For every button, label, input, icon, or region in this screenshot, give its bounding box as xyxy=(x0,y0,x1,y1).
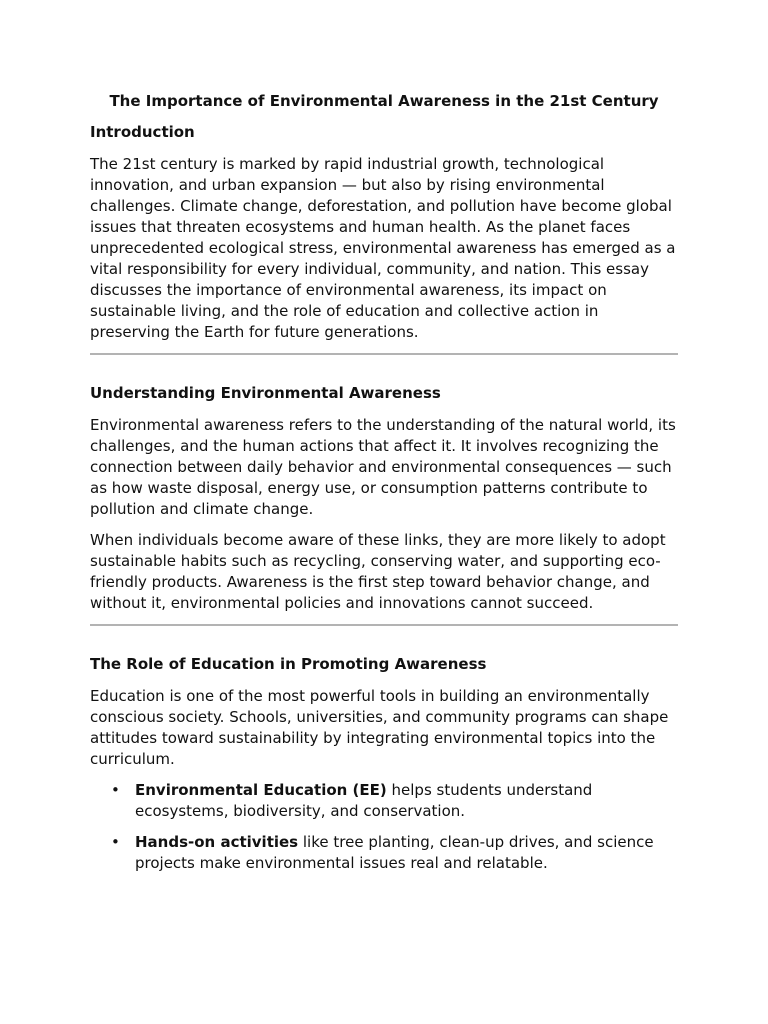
bullet-text: helps students understand ecosystems, biodiversity, and conservation. xyxy=(135,781,593,820)
section-understanding xyxy=(90,383,678,614)
section-divider xyxy=(90,353,678,355)
list-item xyxy=(90,780,678,822)
understanding-paragraph-2: When individuals become aware of these links, they are more likely to adopt sustainable habits such as recycling, conserving water, and supporting eco-friendly products. Awareness is the first step toward behavior change, and without it, environmental policies and innovations cannot succeed. xyxy=(90,531,666,612)
list-item xyxy=(90,832,678,874)
understanding-paragraph-1: Environmental awareness refers to the understanding of the natural world, its challenges, and the human actions that affect it. It involves recognizing the connection between daily behavior and environmental consequences — such as how waste disposal, energy use, or consumption patterns contribute to pollution and climate change. xyxy=(90,416,676,518)
section-introduction xyxy=(90,122,678,343)
bullet-icon: • xyxy=(111,833,120,851)
bullet-text: like tree planting, clean-up drives, and science projects make environmental issues real and relatable. xyxy=(135,833,654,872)
bullet-term: Environmental Education (EE) xyxy=(135,781,387,799)
section-divider xyxy=(90,624,678,626)
section-heading-introduction: Introduction xyxy=(90,123,195,141)
bullet-icon: • xyxy=(111,781,120,799)
section-heading-understanding: Understanding Environmental Awareness xyxy=(90,384,441,402)
document-title: The Importance of Environmental Awareness in the 21st Century xyxy=(109,92,659,110)
education-bullet-list xyxy=(90,780,678,874)
education-paragraph: Education is one of the most powerful tools in building an environmentally conscious society. Schools, universities, and community programs can shape attitudes toward sustainability by integrating environmental topics into the curriculum. xyxy=(90,687,669,768)
bullet-term: Hands-on activities xyxy=(135,833,299,851)
section-heading-education: The Role of Education in Promoting Awareness xyxy=(90,655,487,673)
introduction-paragraph: The 21st century is marked by rapid industrial growth, technological innovation, and urban expansion — but also by rising environmental challenges. Climate change, deforestation, and pollution have become global issues that threaten ecosystems and human health. As the planet faces unprecedented ecological stress, environmental awareness has emerged as a vital responsibility for every individual, community, and nation. This essay discusses the importance of environmental awareness, its impact on sustainable living, and the role of education and collective action in preserving the Earth for future generations. xyxy=(90,155,676,341)
section-education xyxy=(90,654,678,874)
